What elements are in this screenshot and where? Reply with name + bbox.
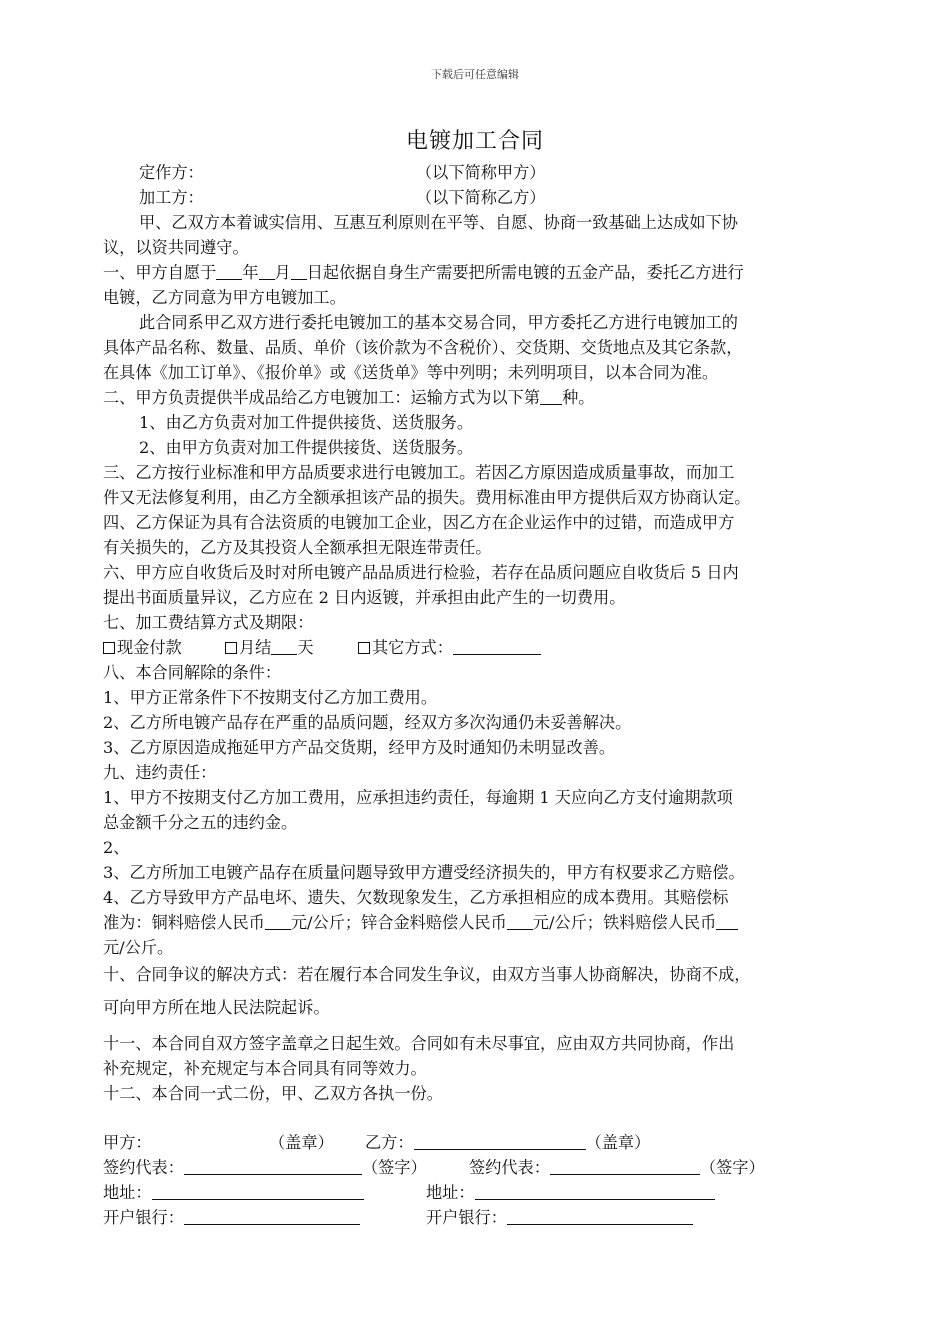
bank-a-label: 开户银行：	[103, 1208, 184, 1227]
party-b-sign-label: 乙方：	[365, 1133, 414, 1152]
year-blank	[216, 263, 242, 280]
clause-9-item-1b: 总金额千分之五的违约金。	[103, 813, 298, 832]
clause-3-line-1: 三、乙方按行业标准和甲方品质要求进行电镀加工。若因乙方原因造成质量事故，而加工	[103, 463, 735, 482]
party-a-line	[139, 163, 546, 183]
rep-a-sig: （签字）	[361, 1158, 427, 1177]
clause-2-line-1	[103, 388, 594, 408]
clause-9-item-4c: 元/公斤。	[103, 938, 174, 957]
clause-1-line-2: 电镀，乙方同意为甲方电镀加工。	[103, 288, 346, 307]
rep-b-label: 签约代表：	[469, 1158, 550, 1177]
rep-b-sig: （签字）	[699, 1158, 765, 1177]
clause-9-item-4b	[103, 913, 738, 933]
clause-2-option-1: 1、由乙方负责对加工件提供接货、送货服务。	[139, 413, 474, 432]
bank-b	[426, 1208, 693, 1228]
party-a-sign-label: 甲方：	[103, 1133, 152, 1152]
addr-a-blank[interactable]	[152, 1183, 364, 1200]
clause-6-line-2: 提出书面质量异议，乙方应在 2 日内返镀，并承担由此产生的一切费用。	[103, 588, 626, 607]
zinc-blank	[507, 913, 533, 930]
day-blank	[291, 263, 307, 280]
clause-4-line-1: 四、乙方保证为具有合法资质的电镀加工企业，因乙方在企业运作中的过错，而造成甲方	[103, 513, 735, 532]
payment-options	[103, 638, 453, 658]
clause-1-para-1: 此合同系甲乙双方进行委托电镀加工的基本交易合同，甲方委托乙方进行电镀加工的	[139, 313, 738, 332]
clause-11-line-2: 补充规定，补充规定与本合同具有同等效力。	[103, 1059, 427, 1078]
clause-12: 十二、本合同一式二份，甲、乙双方各执一份。	[103, 1084, 443, 1103]
addr-b-label: 地址：	[426, 1183, 475, 1202]
rep-b	[469, 1158, 765, 1178]
transport-blank	[540, 388, 562, 405]
other-label: 其它方式：	[372, 638, 453, 657]
clause-10-line-1: 十、合同争议的解决方式：若在履行本合同发生争议，由双方当事人协商解决，协商不成，	[103, 965, 751, 984]
monthly-label: 月结	[239, 638, 272, 657]
clause-11-line-1: 十一、本合同自双方签字盖章之日起生效。合同如有未尽事宜，应由双方共同协商，作出	[103, 1034, 735, 1053]
copper-blank	[265, 913, 291, 930]
clause-9-heading: 九、违约责任：	[103, 763, 217, 782]
signature-row-2	[103, 1158, 765, 1178]
clause-8-heading: 八、本合同解除的条件：	[103, 663, 282, 682]
document-title: 电镀加工合同	[405, 129, 544, 154]
clause-8-item-1: 1、甲方正常条件下不按期支付乙方加工费用。	[103, 688, 438, 707]
clause-2-text-b: 种。	[562, 388, 595, 407]
party-a-seal: （盖章）	[269, 1133, 334, 1152]
iron-blank	[716, 913, 738, 930]
intro-line-1: 甲、乙双方本着诚实信用、互惠互利原则在平等、自愿、协商一致基础上达成如下协	[139, 213, 738, 232]
monthly-option	[225, 638, 314, 658]
other-option	[358, 638, 541, 658]
clause-9-item-3: 3、乙方所加工电镀产品存在质量问题导致甲方遭受经济损失的，甲方有权要求乙方赔偿。	[103, 863, 745, 882]
clause-1-text-b: 年	[242, 263, 259, 282]
clause-1-line-1	[103, 263, 744, 283]
signature-row-4	[103, 1208, 507, 1228]
clause-4-line-2: 有关损失的，乙方及其投资人全额承担无限连带责任。	[103, 538, 492, 557]
addr-a-label: 地址：	[103, 1183, 152, 1202]
rep-b-blank[interactable]	[550, 1158, 700, 1175]
clause-7-heading: 七、加工费结算方式及期限：	[103, 613, 314, 632]
clause-9-item-1a: 1、甲方不按期支付乙方加工费用，应承担违约责任，每逾期 1 天应向乙方支付逾期款项	[103, 788, 733, 807]
party-b-label: 加工方：	[139, 188, 204, 207]
clause-10-line-2: 可向甲方所在地人民法院起诉。	[103, 998, 330, 1017]
bank-b-label: 开户银行：	[426, 1208, 507, 1227]
clause-1-para-3: 在具体《加工订单》、《报价单》或《送货单》等中列明；未列明项目，以本合同为准。	[103, 363, 719, 382]
clause-1-text-a: 一、甲方自愿于	[103, 263, 217, 282]
party-a-label: 定作方：	[139, 163, 204, 182]
clause-6-line-1: 六、甲方应自收货后及时对所电镀产品品质进行检验，若存在品质问题应自收货后 5 日内	[103, 563, 739, 582]
header-note: 下载后可任意编辑	[431, 68, 519, 81]
signature-row-3	[103, 1183, 475, 1203]
clause-1-text-c: 月	[274, 263, 291, 282]
clause-9-item-4a: 4、乙方导致甲方产品电坏、遗失、欠数现象发生，乙方承担相应的成本费用。其赔偿标	[103, 888, 729, 907]
iron-text: 元/公斤；铁料赔偿人民币	[532, 913, 717, 932]
copper-text: 准为：铜料赔偿人民币	[103, 913, 265, 932]
clause-2-text-a: 二、甲方负责提供半成品给乙方电镀加工：运输方式为以下第	[103, 388, 541, 407]
bank-b-blank[interactable]	[507, 1208, 693, 1225]
month-blank	[259, 263, 275, 280]
intro-line-2: 议，以资共同遵守。	[103, 238, 249, 257]
monthly-checkbox[interactable]	[225, 642, 237, 654]
clause-8-item-3: 3、乙方原因造成拖延甲方产品交货期，经甲方及时通知仍未明显改善。	[103, 738, 616, 757]
rep-a-label: 签约代表：	[103, 1158, 184, 1177]
rep-a-blank[interactable]	[184, 1158, 362, 1175]
party-b-seal: （盖章）	[585, 1133, 651, 1152]
clause-1-para-2: 具体产品名称、数量、品质、单价（该价款为不含税价）、交货期、交货地点及其它条款，	[103, 338, 743, 357]
days-blank	[271, 638, 297, 655]
clause-3-line-2: 件又无法修复利用，由乙方全额承担该产品的损失。费用标准由甲方提供后双方协商认定。	[103, 488, 751, 507]
other-checkbox[interactable]	[358, 642, 370, 654]
cash-label: 现金付款	[117, 638, 182, 657]
party-a-alias: （以下简称甲方）	[416, 163, 546, 182]
clause-2-option-2: 2、由甲方负责对加工件提供接货、送货服务。	[139, 438, 474, 457]
bank-a-blank[interactable]	[184, 1208, 360, 1225]
clause-8-item-2: 2、乙方所电镀产品存在严重的品质问题，经双方多次沟通仍未妥善解决。	[103, 713, 632, 732]
party-b-blank[interactable]	[414, 1133, 586, 1150]
clause-1-text-d: 日起依据自身生产需要把所需电镀的五金产品，委托乙方进行	[306, 263, 744, 282]
party-b-line	[139, 188, 546, 208]
party-b-sign	[365, 1133, 650, 1153]
zinc-text: 元/公斤；锌合金料赔偿人民币	[290, 913, 507, 932]
days-label: 天	[297, 638, 314, 657]
other-blank	[453, 638, 541, 655]
addr-b	[426, 1183, 715, 1203]
addr-b-blank[interactable]	[475, 1183, 715, 1200]
clause-9-item-2: 2、	[103, 838, 130, 857]
cash-checkbox[interactable]	[103, 642, 115, 654]
signature-row-1	[103, 1133, 651, 1153]
party-b-alias: （以下简称乙方）	[416, 188, 546, 207]
